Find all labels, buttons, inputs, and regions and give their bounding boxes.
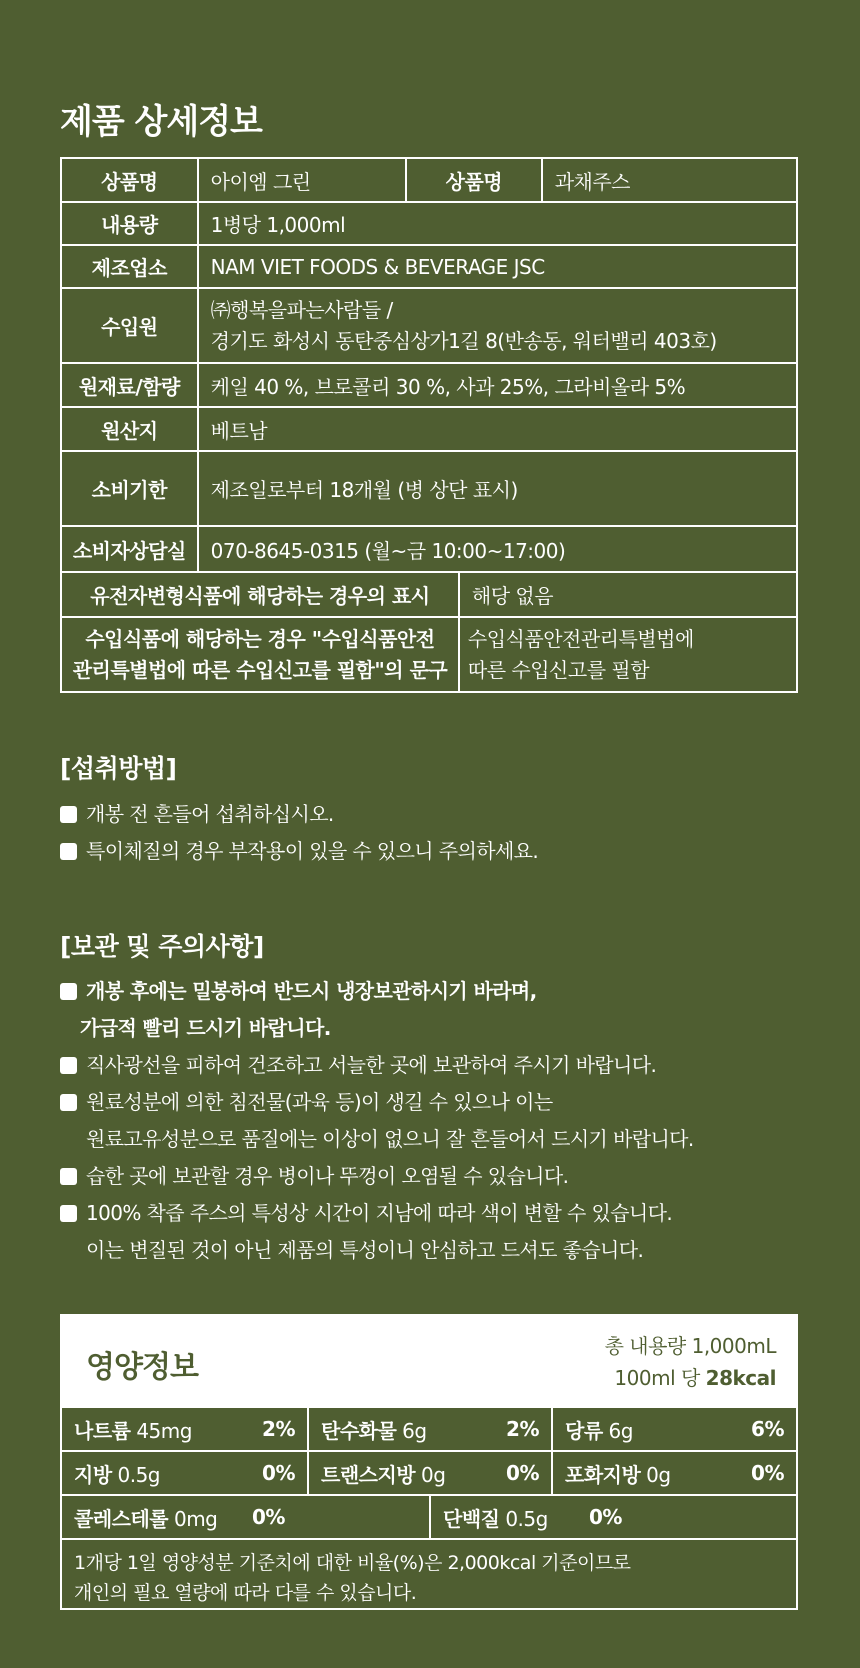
gmo-label: 유전자변형식품에 해당하는 경우의 표시 [61, 572, 459, 617]
calories-value: 28kcal [705, 1366, 776, 1390]
nutrition-note-line2: 개인의 필요 열량에 따라 다를 수 있습니다. [74, 1582, 417, 1604]
origin-label: 원산지 [61, 407, 198, 451]
table-row [61, 451, 797, 526]
expiry-value: 제조일로부터 18개월 (병 상단 표시) [198, 451, 797, 526]
nutrient-saturated-fat: 포화지방 0g 0% [551, 1452, 796, 1494]
table-row [61, 288, 797, 363]
list-item: 원료성분에 의한 침전물(과육 등)이 생길 수 있으나 이는 원료고유성분으로 품질에는 이상이 없으니 잘 흔들어서 드시기 바랍니다. [60, 1084, 820, 1158]
import-label [61, 617, 459, 692]
bullet-square-icon [60, 843, 77, 860]
manufacturer-value: NAM VIET FOODS & BEVERAGE JSC [198, 245, 797, 288]
total-volume: 총 내용량 1,000mL [604, 1334, 776, 1358]
table-row [61, 572, 797, 617]
bullet-square-icon [60, 1168, 77, 1185]
nutrient-carbs: 탄수화물 6g 2% [307, 1408, 551, 1450]
storage-heading: [보관 및 주의사항] [60, 932, 264, 961]
import-label-line2: 관리특별법에 따른 수입신고를 필함"의 문구 [72, 657, 448, 682]
product-detail-table [60, 157, 798, 693]
bullet-square-icon [60, 983, 77, 1000]
origin-value: 베트남 [198, 407, 797, 451]
product-name-value: 아이엠 그린 [198, 158, 406, 202]
volume-label: 내용량 [61, 202, 198, 245]
calories-line: 100ml 당 28kcal [614, 1366, 776, 1390]
product-name-label: 상품명 [61, 158, 198, 202]
nutrition-note-line1: 1개당 1일 영양성분 기준치에 대한 비율(%)은 2,000kcal 기준이므로 [74, 1552, 631, 1574]
nutrition-note [62, 1538, 796, 1616]
nutrition-total [605, 1330, 776, 1394]
import-value-line1: 수입식품안전관리특별법에 [467, 626, 694, 651]
list-item: 100% 착즙 주스의 특성상 시간이 지남에 따라 색이 변할 수 있습니다. 이는 변질된 것이 아닌 제품의 특성이니 안심하고 드셔도 좋습니다. [60, 1195, 820, 1269]
nutrition-title: 영양정보 [86, 1350, 198, 1385]
manufacturer-label: 제조업소 [61, 245, 198, 288]
nutrition-row [62, 1494, 796, 1538]
consult-label: 소비자상담실 [61, 526, 198, 572]
list-item: 습한 곳에 보관할 경우 병이나 뚜껑이 오염될 수 있습니다. [60, 1158, 820, 1195]
bullet-square-icon [60, 1205, 77, 1222]
bullet-square-icon [60, 1057, 77, 1074]
intake-heading: [섭취방법] [60, 754, 177, 783]
volume-value: 1병당 1,000ml [198, 202, 797, 245]
import-value [459, 617, 797, 692]
list-item: 직사광선을 피하여 건조하고 서늘한 곳에 보관하여 주시기 바랍니다. [60, 1047, 820, 1084]
expiry-label: 소비기한 [61, 451, 198, 526]
page-title: 제품 상세정보 [60, 102, 262, 142]
table-row [61, 158, 797, 202]
table-row [61, 245, 797, 288]
nutrition-row [62, 1450, 796, 1494]
importer-value [198, 288, 797, 363]
nutrient-sugar: 당류 6g 6% [551, 1408, 796, 1450]
table-row [61, 407, 797, 451]
importer-name: ㈜행복을파는사람들 / [210, 297, 393, 322]
nutrient-sodium: 나트륨 45mg 2% [74, 1417, 295, 1443]
import-label-line1: 수입식품에 해당하는 경우 "수입식품안전 [85, 626, 435, 651]
bullet-square-icon [60, 806, 77, 823]
consult-value: 070-8645-0315 (월~금 10:00~17:00) [198, 526, 797, 572]
nutrition-box [60, 1314, 798, 1610]
gmo-value: 해당 없음 [459, 572, 797, 617]
import-value-line2: 따른 수입신고를 필함 [467, 657, 650, 682]
table-row [61, 202, 797, 245]
table-row [61, 617, 797, 692]
intake-list [60, 796, 820, 870]
list-item: 개봉 전 흔들어 섭취하십시오. [60, 796, 820, 833]
bullet-square-icon [60, 1094, 77, 1111]
list-item: 개봉 후에는 밀봉하여 반드시 냉장보관하시기 바라며, 가급적 빨리 드시기 바랍니다. [60, 973, 820, 1047]
list-item: 특이체질의 경우 부작용이 있을 수 있으니 주의하세요. [60, 833, 820, 870]
nutrient-protein: 단백질 0.5g 0% [429, 1496, 796, 1538]
importer-label: 수입원 [61, 288, 198, 363]
table-row [61, 363, 797, 407]
storage-list [60, 973, 820, 1269]
nutrition-row [62, 1406, 796, 1450]
table-row [61, 526, 797, 572]
nutrient-fat: 지방 0.5g 0% [74, 1461, 295, 1487]
nutrient-trans-fat: 트랜스지방 0g 0% [307, 1452, 551, 1494]
product-type-label: 상품명 [406, 158, 542, 202]
importer-address: 경기도 화성시 동탄중심상가1길 8(반송동, 워터밸리 403호) [210, 328, 717, 353]
product-type-value: 과채주스 [542, 158, 797, 202]
nutrient-cholesterol: 콜레스테롤 0mg 0% [74, 1505, 285, 1531]
nutrition-header [62, 1316, 796, 1406]
ingredients-label: 원재료/함량 [61, 363, 198, 407]
ingredients-value: 케일 40 %, 브로콜리 30 %, 사과 25%, 그라비올라 5% [198, 363, 797, 407]
